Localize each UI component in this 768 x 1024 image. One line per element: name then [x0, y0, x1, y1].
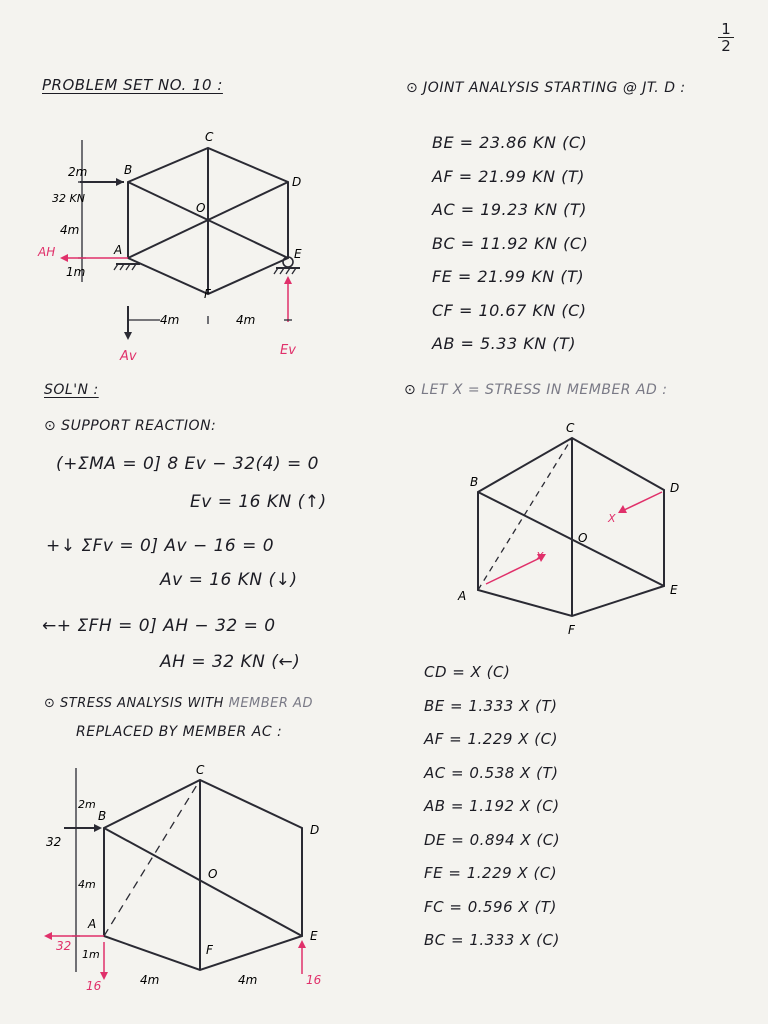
dim-right-span: 4m [236, 313, 256, 327]
joint-label-e: E [670, 583, 678, 597]
vertical-equation: +↓ ΣFv = 0] Av − 16 = 0 [46, 536, 275, 556]
support-reaction-title: ⊙ SUPPORT REACTION: [44, 418, 217, 434]
joint-label-f: F [206, 943, 213, 957]
let-x-text: LET X = STRESS IN MEMBER AD : [421, 382, 668, 398]
arrow-head [94, 824, 102, 832]
arrow-head [60, 254, 68, 262]
moment-equation: (+ΣMA = 0] 8 Ev − 32(4) = 0 [56, 454, 319, 474]
page-number-numerator: 1 [721, 20, 731, 38]
horizontal-equation: ←+ ΣFH = 0] AH − 32 = 0 [42, 616, 276, 636]
dim-left-span: 4m [160, 313, 180, 327]
dim-top: 2m [68, 165, 88, 179]
joint-label-d: D [670, 481, 680, 495]
x-force-arrow-d [620, 492, 662, 512]
x-label-a: X [536, 550, 544, 563]
arrow-head [284, 276, 292, 284]
x-label-d: X [608, 512, 616, 525]
joint-label-a: A [88, 917, 97, 931]
arrow-head [298, 940, 306, 948]
joint-label-c: C [566, 421, 575, 435]
x-result-line: AF = 1.229 X (C) [424, 730, 558, 748]
result-line: BE = 23.86 KN (C) [432, 133, 588, 152]
joint-label-a: A [458, 589, 467, 603]
stress-analysis-member: MEMBER AD [228, 696, 313, 711]
ah-label: AH [38, 245, 56, 259]
soln-label: SOL'N : [44, 382, 99, 398]
truss-diagram-1 [20, 110, 350, 380]
result-line: AC = 19.23 KN (T) [432, 200, 587, 219]
joint-label-e: E [310, 929, 318, 943]
stress-analysis-prefix: ⊙ STRESS ANALYSIS WITH [44, 696, 224, 711]
av-label: Av [120, 349, 137, 364]
joint-label-o: O [578, 531, 588, 545]
let-x-prefix: ⊙ [404, 382, 417, 398]
ah-result: AH = 32 KN (←) [160, 652, 301, 672]
x-results [424, 656, 560, 958]
load-label-av: 16 [86, 979, 102, 993]
x-result-line: BE = 1.333 X (T) [424, 696, 558, 715]
joint-label-b: B [124, 163, 133, 177]
arrow-head [124, 332, 132, 340]
joint-label-f: F [568, 623, 575, 637]
load-label-a: 32 [56, 939, 72, 953]
joint-label-c: C [196, 763, 205, 777]
x-result-line: AB = 1.192 X (C) [424, 797, 560, 815]
page-number [716, 22, 736, 53]
joint-label-o: O [196, 201, 206, 215]
dim-bottom: 1m [82, 948, 100, 961]
x-result-line: AC = 0.538 X (T) [424, 763, 559, 782]
result-line: AB = 5.33 KN (T) [432, 334, 577, 353]
dim-mid: 4m [60, 223, 80, 237]
let-x-heading [404, 382, 668, 398]
load-label-b: 32 [46, 835, 62, 849]
x-result-line: DE = 0.894 X (C) [424, 830, 561, 849]
result-line: AF = 21.99 KN (T) [432, 166, 585, 186]
x-result-line: CD = X (C) [424, 663, 511, 681]
joint-label-b: B [470, 475, 479, 489]
dim-bottom: 1m [66, 265, 86, 279]
member-ac-dashed [478, 438, 572, 590]
joint-label-c: C [205, 130, 214, 144]
result-line: FE = 21.99 KN (T) [432, 267, 585, 286]
arrow-head [116, 178, 124, 186]
joint-label-b: B [98, 809, 107, 823]
ev-label: Ev [280, 343, 296, 358]
joint-label-o: O [208, 867, 218, 881]
x-result-line: FC = 0.596 X (T) [424, 897, 557, 916]
x-result-line: FE = 1.229 X (C) [424, 864, 558, 882]
result-line: BC = 11.92 KN (C) [432, 233, 589, 253]
joint-label-d: D [310, 823, 320, 837]
dim-mid: 4m [78, 878, 96, 891]
joint-analysis-title: ⊙ JOINT ANALYSIS STARTING @ JT. D : [406, 80, 686, 96]
result-line: CF = 10.67 KN (C) [432, 300, 587, 320]
truss-diagram-3 [34, 758, 354, 1020]
page-number-denominator: 2 [721, 37, 731, 55]
stress-analysis-line2: REPLACED BY MEMBER AC : [76, 724, 283, 740]
load-label: 32 KN [52, 192, 85, 205]
joint-label-a: A [114, 243, 123, 257]
dim-left-span: 4m [140, 973, 160, 987]
joint-analysis-results [432, 126, 588, 361]
dim-right-span: 4m [238, 973, 258, 987]
ev-result: Ev = 16 KN (↑) [190, 492, 327, 512]
joint-label-e: E [294, 247, 302, 261]
arrow-head [44, 932, 52, 940]
load-label-ev: 16 [306, 973, 322, 987]
member-be [104, 828, 302, 936]
x-result-line: BC = 1.333 X (C) [424, 931, 560, 949]
joint-label-d: D [292, 175, 302, 189]
dim-top: 2m [78, 798, 96, 811]
av-result: Av = 16 KN (↓) [160, 570, 298, 590]
truss-outline [104, 780, 302, 970]
problem-title: PROBLEM SET NO. 10 : [42, 76, 223, 94]
joint-label-f: F [204, 287, 211, 301]
truss-diagram-2 [450, 420, 700, 646]
stress-analysis-line1 [44, 696, 313, 711]
